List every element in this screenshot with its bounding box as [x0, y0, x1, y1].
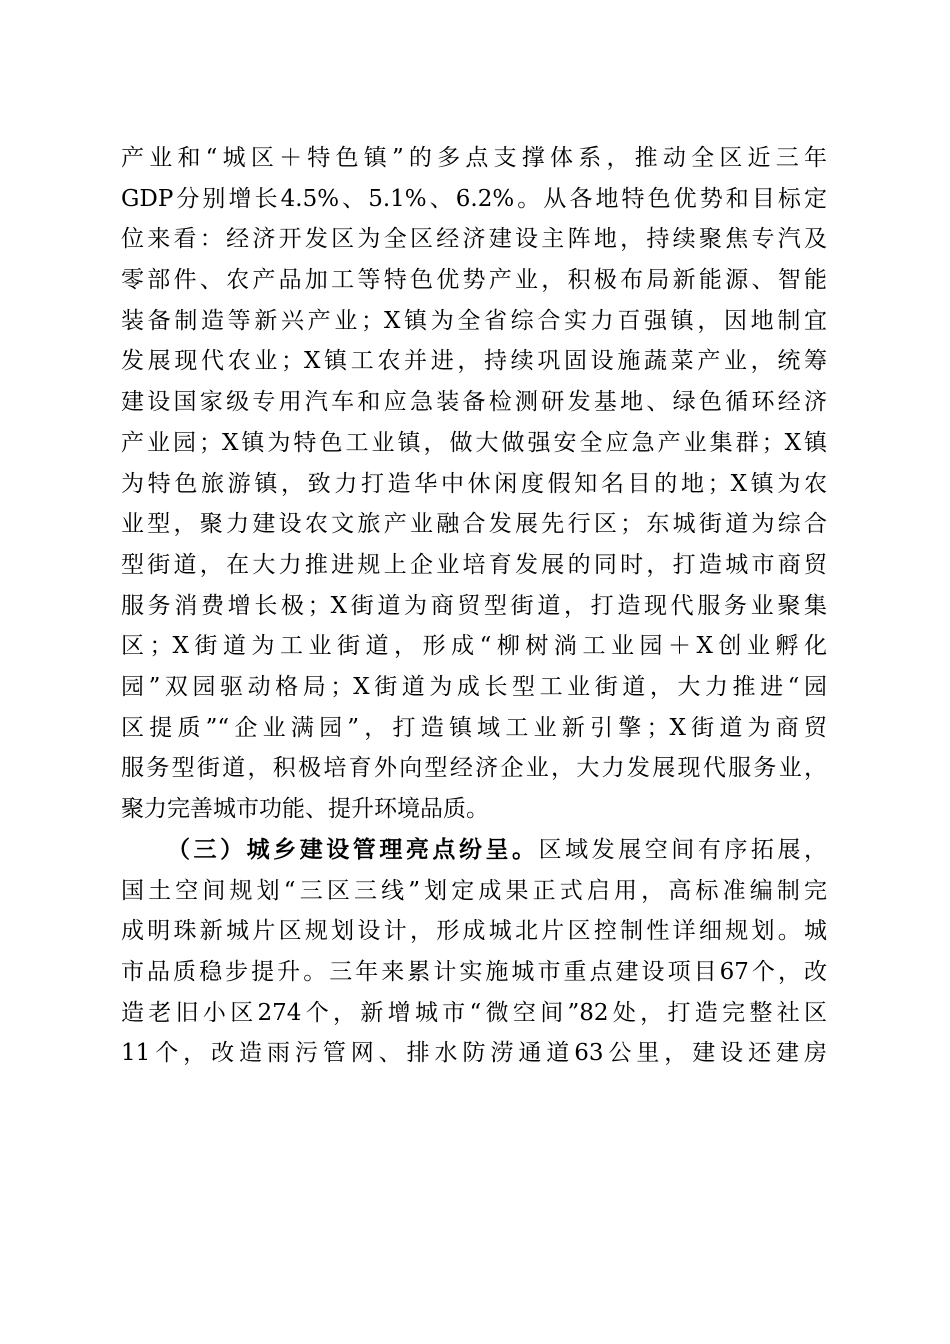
text-line: 服务型街道，积极培育外向型经济企业，大力发展现代服务业， [121, 755, 827, 782]
text-line: 国土空间规划“三区三线”划定成果正式启用，高标准编制完 [121, 877, 827, 904]
text-line: 零部件、农产品加工等特色优势产业，积极布局新能源、智能 [121, 267, 827, 294]
text-line: 11个，改造雨污管网、排水防涝通道63公里，建设还建房 [121, 1040, 827, 1067]
text-line: 成明珠新城片区规划设计，形成城北片区控制性详细规划。城 [121, 918, 827, 945]
text-line: 服务消费增长极；X街道为商贸型街道，打造现代服务业聚集 [121, 592, 827, 619]
section-heading: （三）城乡建设管理亮点纷呈。 [167, 836, 539, 863]
text-line: 区；X街道为工业街道，形成“柳树淌工业园＋X创业孵化 [121, 633, 827, 660]
paragraph-urban-construction [121, 830, 827, 1074]
text-line: 位来看：经济开发区为全区经济建设主阵地，持续聚焦专汽及 [121, 226, 827, 253]
section-heading-line [121, 830, 827, 871]
text-line: 区提质”“企业满园”，打造镇域工业新引擎；X街道为商贸 [121, 714, 827, 741]
text-line: 型街道，在大力推进规上企业培育发展的同时，打造城市商贸 [121, 551, 827, 578]
text-line: 建设国家级专用汽车和应急装备检测研发基地、绿色循环经济 [121, 389, 827, 416]
text-line: 聚力完善城市功能、提升环境品质。 [121, 796, 489, 822]
text-line: 市品质稳步提升。三年来累计实施城市重点建设项目67个，改 [121, 959, 827, 986]
text-line: 产业和“城区＋特色镇”的多点支撑体系，推动全区近三年 [121, 145, 827, 171]
paragraph-economy-layout [121, 138, 827, 830]
text-line: 产业园；X镇为特色工业镇，做大做强安全应急产业集群；X镇 [121, 429, 827, 456]
heading-line-rest: 区域发展空间有序拓展， [538, 837, 828, 863]
text-line: GDP分别增长4.5%、5.1%、6.2%。从各地特色优势和目标定 [121, 185, 827, 212]
text-line: 业型，聚力建设农文旅产业融合发展先行区；东城街道为综合 [121, 511, 827, 538]
text-line: 园”双园驱动格局；X街道为成长型工业街道，大力推进“园 [121, 673, 827, 700]
text-line: 发展现代农业；X镇工农并进，持续巩固设施蔬菜产业，统筹 [121, 348, 827, 375]
text-line: 为特色旅游镇，致力打造华中休闲度假知名目的地；X镇为农 [121, 470, 827, 497]
text-line: 装备制造等新兴产业；X镇为全省综合实力百强镇，因地制宜 [121, 307, 827, 334]
text-line: 造老旧小区274个，新增城市“微空间”82处，打造完整社区 [121, 999, 827, 1026]
